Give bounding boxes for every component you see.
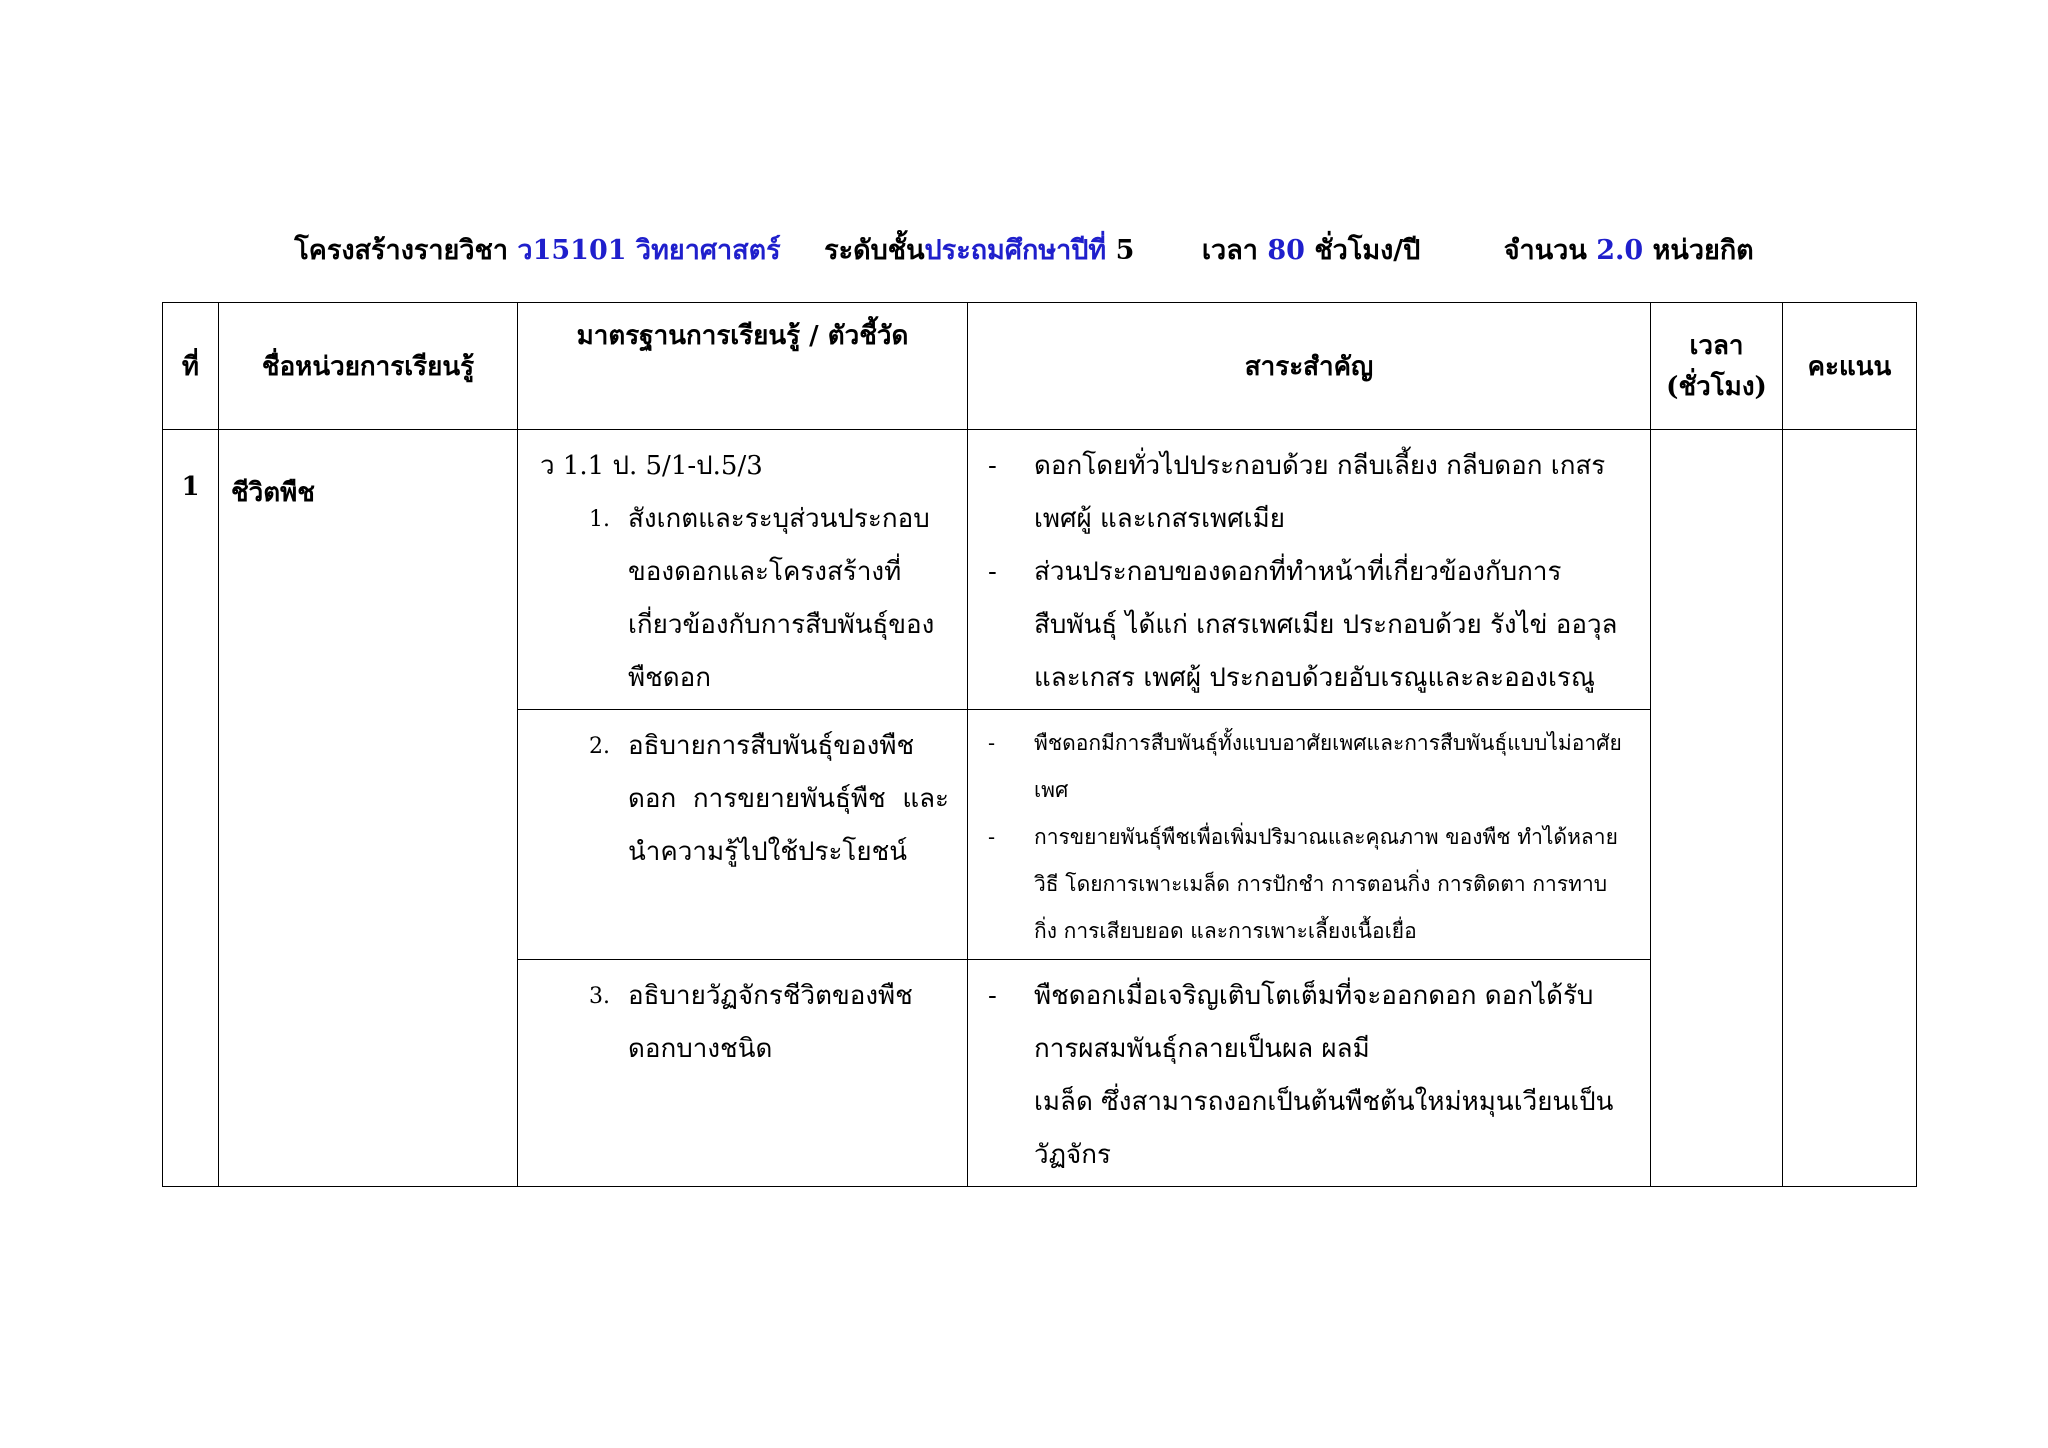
header-time-line1: เวลา <box>1689 331 1744 361</box>
course-structure-table <box>162 302 1917 1187</box>
essence-continuation: เมล็ด ซึ่งสามารถงอกเป็นต้นพืชต้นใหม่หมุนเวียนเป็นวัฏจักร <box>1034 1087 1614 1170</box>
time-label: เวลา <box>1201 235 1258 266</box>
document-title <box>0 228 2048 271</box>
header-unit: ชื่อหน่วยการเรียนรู้ <box>219 303 518 430</box>
level-number: 5 <box>1115 235 1135 266</box>
header-no: ที่ <box>163 303 219 430</box>
header-essence: สาระสำคัญ <box>968 303 1651 430</box>
credit-value: 2.0 <box>1596 235 1644 266</box>
table-header-row <box>163 303 1917 430</box>
standard-code: ว 1.1 ป. 5/1-ป.5/3 <box>540 451 763 481</box>
indicator-item: 3. อธิบายวัฏจักรชีวิตของพืชดอกบางชนิด <box>589 981 913 1064</box>
time-unit: ชั่วโมง/ปี <box>1314 235 1421 266</box>
indicator-item: 1. สังเกตและระบุส่วนประกอบของดอกและโครงสร้างที่เกี่ยวข้องกับการสืบพันธุ์ของพืชดอก <box>589 504 935 693</box>
score-cell <box>1783 430 1917 1187</box>
essence-item: - พืชดอกมีการสืบพันธุ์ทั้งแบบอาศัยเพศและการสืบพันธุ์แบบไม่อาศัยเพศ <box>988 731 1622 802</box>
essence-cell-2 <box>968 710 1651 960</box>
row-number: 1 <box>163 430 219 1187</box>
essence-cell-1 <box>968 430 1651 710</box>
standards-cell-3 <box>518 960 968 1187</box>
credit-unit: หน่วยกิต <box>1652 235 1754 266</box>
essence-item: - ดอกโดยทั่วไปประกอบด้วย กลีบเลี้ยง กลีบดอก เกสรเพศผู้ และเกสรเพศเมีย <box>988 451 1606 534</box>
level-label: ระดับชั้น <box>824 235 925 266</box>
standards-cell-2 <box>518 710 968 960</box>
essence-item: - การขยายพันธุ์พืชเพื่อเพิ่มปริมาณและคุณภาพ ของพืช ทำได้หลายวิธี โดยการเพาะเมล็ด การปักชำ การตอนกิ่ง การติดตา การทาบกิ่ง การเสียบยอด และการเพาะเลี้ยงเนื้อเยื่อ <box>988 825 1618 943</box>
header-standards: มาตรฐานการเรียนรู้ / ตัวชี้วัด <box>518 303 968 430</box>
time-cell <box>1651 430 1783 1187</box>
table-row <box>163 430 1917 710</box>
course-code-name: ว15101 วิทยาศาสตร์ <box>517 235 781 266</box>
essence-item: - ส่วนประกอบของดอกที่ทำหน้าที่เกี่ยวข้องกับการสืบพันธุ์ ได้แก่ เกสรเพศเมีย ประกอบด้วย รังไข่ ออวุล และเกสร เพศผู้ ประกอบด้วยอับเรณูและละอองเรณู <box>988 557 1618 693</box>
essence-cell-3 <box>968 960 1651 1187</box>
indicator-item: 2. อธิบายการสืบพันธุ์ของพืชดอก การขยายพันธุ์พืช และนำความรู้ไปใช้ประโยชน์ <box>589 731 949 867</box>
standards-cell-1 <box>518 430 968 710</box>
time-value: 80 <box>1267 235 1305 266</box>
level-value: ประถมศึกษาปีที่ <box>924 235 1107 266</box>
header-time-line2: (ชั่วโมง) <box>1666 372 1767 402</box>
header-time <box>1651 303 1783 430</box>
header-score: คะแนน <box>1783 303 1917 430</box>
title-prefix: โครงสร้างรายวิชา <box>294 235 509 266</box>
essence-item: - พืชดอกเมื่อเจริญเติบโตเต็มที่จะออกดอก ดอกได้รับการผสมพันธุ์กลายเป็นผล ผลมี <box>988 981 1594 1064</box>
unit-name: ชีวิตพืช <box>219 430 518 1187</box>
credit-label: จำนวน <box>1503 235 1587 266</box>
